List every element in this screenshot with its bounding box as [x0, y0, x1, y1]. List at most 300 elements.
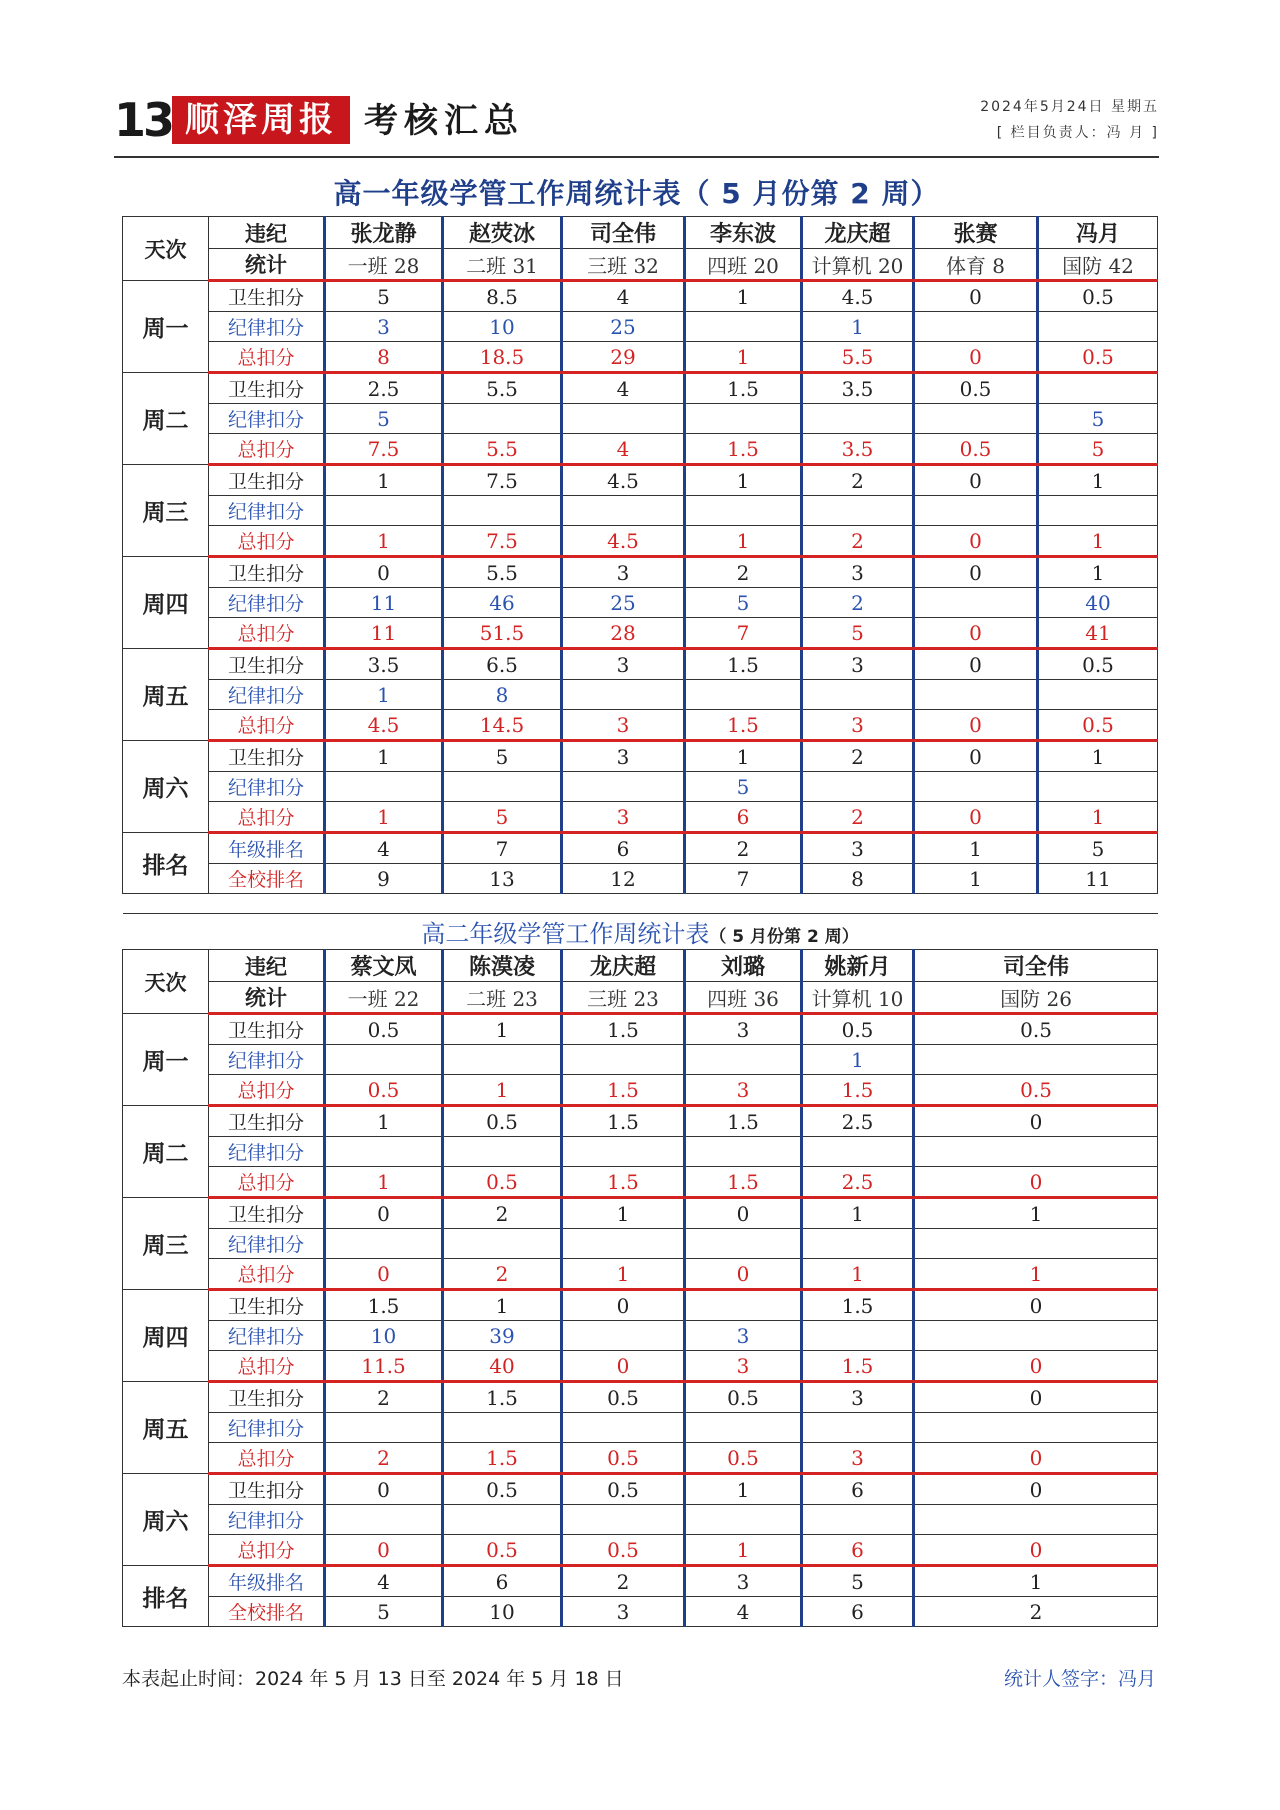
- rank-cell: 3: [562, 1597, 685, 1627]
- table-cell: 0: [685, 1259, 802, 1290]
- table-cell: 1.5: [562, 1014, 685, 1045]
- table-cell: 1: [1038, 465, 1158, 496]
- day-label: 周三: [123, 465, 209, 557]
- row-label: 总扣分: [209, 1075, 325, 1106]
- table-cell: 1: [325, 1167, 443, 1198]
- table-cell: [802, 404, 914, 434]
- header-row: [123, 950, 1158, 982]
- row-label: 卫生扣分: [209, 557, 325, 588]
- rank-cell: 4: [325, 833, 443, 864]
- table-row: [123, 680, 1158, 710]
- table-cell: 2: [802, 526, 914, 557]
- table-cell: [443, 1229, 562, 1259]
- table2-title-row: [123, 914, 1158, 950]
- table-cell: 1.5: [685, 1106, 802, 1137]
- table-cell: 5: [325, 281, 443, 312]
- table-cell: 2: [802, 741, 914, 772]
- table-cell: 0.5: [443, 1167, 562, 1198]
- signer: 统计人签字：冯月: [1003, 1668, 1156, 1690]
- table-cell: 1: [1038, 557, 1158, 588]
- column-class: 计算机 10: [802, 982, 914, 1014]
- rank-cell: 2: [562, 1566, 685, 1597]
- table-cell: 1.5: [685, 1167, 802, 1198]
- table2-title: 高二年级学管工作周统计表: [421, 920, 710, 948]
- table-cell: [443, 772, 562, 802]
- column-class: 计算机 20: [802, 249, 914, 281]
- table-row: [123, 618, 1158, 649]
- table-cell: [443, 496, 562, 526]
- header-day: 天次: [123, 217, 209, 281]
- table-row: [123, 557, 1158, 588]
- column-class: 三班 23: [562, 982, 685, 1014]
- rank-cell: 12: [562, 864, 685, 894]
- rank-cell: 6: [443, 1566, 562, 1597]
- table-row: [123, 465, 1158, 496]
- table-cell: 2: [685, 557, 802, 588]
- table-cell: [914, 404, 1038, 434]
- table-row: [123, 1167, 1158, 1198]
- table-row: [123, 1443, 1158, 1474]
- rank-cell: 5: [1038, 833, 1158, 864]
- table-cell: 6: [802, 1474, 914, 1505]
- table-cell: 3: [562, 741, 685, 772]
- table-cell: 0: [914, 710, 1038, 741]
- table-cell: 5: [1038, 434, 1158, 465]
- row-label: 卫生扣分: [209, 649, 325, 680]
- rank-cell: 11: [1038, 864, 1158, 894]
- table-cell: [1038, 772, 1158, 802]
- table-cell: 0: [325, 1198, 443, 1229]
- table-cell: 4.5: [562, 465, 685, 496]
- table-cell: 3: [325, 312, 443, 342]
- column-editor: [ 栏目负责人：冯 月 ]: [996, 125, 1159, 141]
- table-cell: [685, 404, 802, 434]
- table-cell: 0: [914, 1443, 1158, 1474]
- table-cell: [325, 1413, 443, 1443]
- table-row: [123, 1045, 1158, 1075]
- table-cell: 40: [443, 1351, 562, 1382]
- table-cell: 3: [802, 557, 914, 588]
- row-label: 纪律扣分: [209, 1413, 325, 1443]
- table-cell: 3: [685, 1321, 802, 1351]
- rank-row: [123, 864, 1158, 894]
- page-header: [114, 92, 1159, 152]
- row-label: 卫生扣分: [209, 1382, 325, 1413]
- table-row: [123, 1137, 1158, 1167]
- table-cell: [685, 312, 802, 342]
- table-cell: 1: [325, 802, 443, 833]
- table-cell: 0.5: [443, 1535, 562, 1566]
- row-label: 纪律扣分: [209, 1321, 325, 1351]
- table2-subtitle: （ 5 月份第 2 周）: [709, 927, 859, 947]
- table-cell: 5: [443, 802, 562, 833]
- table-cell: [802, 1413, 914, 1443]
- table-cell: 0.5: [914, 373, 1038, 404]
- table-cell: 8: [325, 342, 443, 373]
- table-row: [123, 404, 1158, 434]
- row-label: 纪律扣分: [209, 680, 325, 710]
- table-cell: 1.5: [802, 1075, 914, 1106]
- rank-cell: 13: [443, 864, 562, 894]
- table-cell: 1.5: [802, 1290, 914, 1321]
- rank-cell: 4: [685, 1597, 802, 1627]
- header-stat: 违纪: [209, 217, 325, 249]
- table-cell: [802, 1505, 914, 1535]
- table-cell: [802, 1321, 914, 1351]
- table-cell: 1.5: [685, 434, 802, 465]
- table-cell: 29: [562, 342, 685, 373]
- table-cell: 0.5: [1038, 281, 1158, 312]
- table-cell: 4.5: [562, 526, 685, 557]
- table-cell: [685, 496, 802, 526]
- table-cell: 1.5: [443, 1382, 562, 1413]
- table-cell: 2: [802, 465, 914, 496]
- rank-cell: 6: [802, 1597, 914, 1627]
- row-label: 总扣分: [209, 618, 325, 649]
- table-cell: 0: [914, 1106, 1158, 1137]
- table-cell: 0: [914, 618, 1038, 649]
- table-cell: 7.5: [443, 526, 562, 557]
- table-cell: 5.5: [802, 342, 914, 373]
- table-cell: 5: [802, 618, 914, 649]
- table-row: [123, 1535, 1158, 1566]
- rank-cell: 5: [325, 1597, 443, 1627]
- table-cell: 0: [914, 649, 1038, 680]
- table-cell: 0: [914, 557, 1038, 588]
- row-label: 卫生扣分: [209, 1290, 325, 1321]
- table-cell: 2.5: [802, 1106, 914, 1137]
- table-cell: [914, 772, 1038, 802]
- table-cell: 5: [443, 741, 562, 772]
- column-name: 张龙静: [325, 217, 443, 249]
- table-cell: 1: [802, 1259, 914, 1290]
- table-cell: [443, 1413, 562, 1443]
- table-cell: [562, 680, 685, 710]
- table-cell: 8.5: [443, 281, 562, 312]
- table-cell: 1.5: [443, 1443, 562, 1474]
- table-cell: [802, 772, 914, 802]
- day-label: 周三: [123, 1198, 209, 1290]
- table-cell: [914, 1045, 1158, 1075]
- table-cell: 1: [914, 1259, 1158, 1290]
- table-cell: 1.5: [562, 1167, 685, 1198]
- column-class: 四班 36: [685, 982, 802, 1014]
- table-row: [123, 312, 1158, 342]
- table-cell: 0: [914, 802, 1038, 833]
- table-cell: 0.5: [802, 1014, 914, 1045]
- table-cell: 0.5: [325, 1075, 443, 1106]
- page-number: 13: [114, 93, 173, 147]
- table-cell: 0: [325, 1259, 443, 1290]
- table-row: [123, 588, 1158, 618]
- table-cell: 3: [685, 1351, 802, 1382]
- table-cell: [685, 1413, 802, 1443]
- table-cell: 4: [562, 281, 685, 312]
- table-cell: [443, 404, 562, 434]
- row-label: 卫生扣分: [209, 1106, 325, 1137]
- table-cell: 0.5: [443, 1474, 562, 1505]
- day-label: 周六: [123, 741, 209, 833]
- table-cell: 7.5: [325, 434, 443, 465]
- rank-row: [123, 1597, 1158, 1627]
- table-cell: 3: [562, 710, 685, 741]
- table-cell: 3.5: [802, 434, 914, 465]
- table-cell: 14.5: [443, 710, 562, 741]
- table-cell: 3: [562, 557, 685, 588]
- column-name: 司全伟: [562, 217, 685, 249]
- table-cell: 4: [562, 434, 685, 465]
- table-row: [123, 1198, 1158, 1229]
- table-cell: 1: [443, 1075, 562, 1106]
- table-cell: 25: [562, 312, 685, 342]
- day-label: 周一: [123, 281, 209, 373]
- column-class: 四班 20: [685, 249, 802, 281]
- table-row: [123, 1106, 1158, 1137]
- table-cell: 0: [914, 1382, 1158, 1413]
- row-label: 总扣分: [209, 1167, 325, 1198]
- table-cell: 0.5: [914, 1075, 1158, 1106]
- table-cell: 0.5: [914, 1014, 1158, 1045]
- table-cell: 0.5: [685, 1443, 802, 1474]
- table-cell: 51.5: [443, 618, 562, 649]
- table-row: [123, 1259, 1158, 1290]
- table-cell: 0.5: [685, 1382, 802, 1413]
- header-stat: 违纪: [209, 950, 325, 982]
- table-cell: 0.5: [562, 1382, 685, 1413]
- table-cell: 5: [325, 404, 443, 434]
- table-cell: 28: [562, 618, 685, 649]
- table-cell: 18.5: [443, 342, 562, 373]
- table-cell: [562, 1505, 685, 1535]
- row-label: 总扣分: [209, 526, 325, 557]
- rank-cell: 1: [914, 833, 1038, 864]
- table1-title: 高一年级学管工作周统计表（ 5 月份第 2 周）: [333, 177, 940, 210]
- rank-cell: 7: [685, 864, 802, 894]
- header-stat: 统计: [209, 249, 325, 281]
- table-cell: [325, 1505, 443, 1535]
- masthead-logo: 顺泽周报: [172, 96, 350, 144]
- table-cell: 0: [325, 557, 443, 588]
- rank-cell: 3: [685, 1566, 802, 1597]
- table-cell: 0: [914, 1474, 1158, 1505]
- table-cell: [562, 1229, 685, 1259]
- table-row: [123, 434, 1158, 465]
- row-label: 纪律扣分: [209, 1045, 325, 1075]
- row-label: 纪律扣分: [209, 588, 325, 618]
- table-cell: 0: [914, 1167, 1158, 1198]
- table-cell: 3: [562, 802, 685, 833]
- table-cell: [443, 1045, 562, 1075]
- table-cell: 5: [685, 772, 802, 802]
- table-cell: [914, 312, 1038, 342]
- issue-date: 2024年5月24日 星期五: [980, 99, 1159, 115]
- table-cell: 1: [802, 312, 914, 342]
- table-cell: 1: [685, 1535, 802, 1566]
- rank-cell: 9: [325, 864, 443, 894]
- table-cell: 3: [685, 1075, 802, 1106]
- table-row: [123, 496, 1158, 526]
- table-cell: [802, 1137, 914, 1167]
- day-label: 周四: [123, 557, 209, 649]
- table-cell: 1: [325, 465, 443, 496]
- row-label: 总扣分: [209, 342, 325, 373]
- table-cell: 1: [914, 1198, 1158, 1229]
- table-row: [123, 281, 1158, 312]
- table-cell: [1038, 312, 1158, 342]
- column-name: 龙庆超: [802, 217, 914, 249]
- table-row: [123, 1413, 1158, 1443]
- header-row: [123, 217, 1158, 249]
- table-cell: 1.5: [685, 649, 802, 680]
- rank-cell: 2: [685, 833, 802, 864]
- table-cell: [914, 1321, 1158, 1351]
- rank-row: [123, 833, 1158, 864]
- table-cell: 2: [443, 1259, 562, 1290]
- rank-cell: 2: [914, 1597, 1158, 1627]
- table-cell: 1: [325, 680, 443, 710]
- rank-cell: 1: [914, 864, 1038, 894]
- header-day: 天次: [123, 950, 209, 1014]
- table-cell: 8: [443, 680, 562, 710]
- table-cell: 10: [325, 1321, 443, 1351]
- table-cell: 5.5: [443, 434, 562, 465]
- row-label: 纪律扣分: [209, 1137, 325, 1167]
- row-label: 总扣分: [209, 1443, 325, 1474]
- table-cell: 0.5: [1038, 649, 1158, 680]
- table-cell: 2: [802, 802, 914, 833]
- table-cell: [914, 1505, 1158, 1535]
- table-cell: 0.5: [562, 1443, 685, 1474]
- table-cell: 3: [802, 1382, 914, 1413]
- table-cell: 1: [685, 526, 802, 557]
- table-row: [123, 1014, 1158, 1045]
- table-row: [123, 1321, 1158, 1351]
- table-cell: 4: [562, 373, 685, 404]
- section-title: 考核汇总: [364, 101, 524, 141]
- table-cell: [914, 588, 1038, 618]
- row-label: 卫生扣分: [209, 373, 325, 404]
- table-cell: 1: [325, 526, 443, 557]
- table-cell: 2: [802, 588, 914, 618]
- table-cell: 0: [562, 1290, 685, 1321]
- table-cell: 2.5: [325, 373, 443, 404]
- column-name: 姚新月: [802, 950, 914, 982]
- row-label: 卫生扣分: [209, 1014, 325, 1045]
- day-label: 周一: [123, 1014, 209, 1106]
- table-cell: 0: [914, 281, 1038, 312]
- table-cell: 5.5: [443, 557, 562, 588]
- table-cell: 1: [685, 342, 802, 373]
- table-cell: 11.5: [325, 1351, 443, 1382]
- table-cell: [562, 496, 685, 526]
- table-cell: [802, 1229, 914, 1259]
- table-cell: 0.5: [443, 1106, 562, 1137]
- rank-row-label: 年级排名: [209, 1566, 325, 1597]
- table-row: [123, 710, 1158, 741]
- header-divider: [114, 156, 1159, 158]
- table-cell: 1.5: [562, 1075, 685, 1106]
- table-cell: 4.5: [802, 281, 914, 312]
- header-stat: 统计: [209, 982, 325, 1014]
- rank-cell: 8: [802, 864, 914, 894]
- table-cell: 1: [325, 1106, 443, 1137]
- table-cell: 2: [325, 1443, 443, 1474]
- table-cell: 3.5: [802, 373, 914, 404]
- column-class: 国防 42: [1038, 249, 1158, 281]
- table-row: [123, 1290, 1158, 1321]
- table-cell: 1: [1038, 741, 1158, 772]
- day-label: 周六: [123, 1474, 209, 1566]
- table-cell: 3: [802, 1443, 914, 1474]
- table-cell: 3: [685, 1014, 802, 1045]
- table-row: [123, 1075, 1158, 1106]
- table-cell: 0: [914, 1535, 1158, 1566]
- table-cell: [802, 496, 914, 526]
- table-cell: 1: [685, 281, 802, 312]
- row-label: 卫生扣分: [209, 1198, 325, 1229]
- row-label: 总扣分: [209, 1535, 325, 1566]
- table-row: [123, 772, 1158, 802]
- rank-cell: 5: [802, 1566, 914, 1597]
- table-cell: 1.5: [562, 1106, 685, 1137]
- rank-cell: 6: [562, 833, 685, 864]
- table-cell: 0.5: [1038, 710, 1158, 741]
- table-cell: 0: [914, 741, 1038, 772]
- row-label: 卫生扣分: [209, 1474, 325, 1505]
- row-label: 纪律扣分: [209, 1505, 325, 1535]
- table-cell: 1: [562, 1198, 685, 1229]
- table-cell: 41: [1038, 618, 1158, 649]
- table-cell: 6.5: [443, 649, 562, 680]
- column-name: 刘璐: [685, 950, 802, 982]
- grade2-stats-table: [122, 913, 1158, 1627]
- table-cell: [562, 1321, 685, 1351]
- table-cell: [914, 1229, 1158, 1259]
- table-cell: [685, 1045, 802, 1075]
- table-cell: 2: [443, 1198, 562, 1229]
- rank-cell: 4: [325, 1566, 443, 1597]
- table-cell: [914, 1413, 1158, 1443]
- table-row: [123, 1505, 1158, 1535]
- table-cell: [325, 496, 443, 526]
- table-cell: 4.5: [325, 710, 443, 741]
- day-label: 周五: [123, 1382, 209, 1474]
- rank-cell: 10: [443, 1597, 562, 1627]
- table-cell: 1: [685, 1474, 802, 1505]
- table-row: [123, 802, 1158, 833]
- rank-row-label: 全校排名: [209, 1597, 325, 1627]
- table-cell: 1.5: [685, 710, 802, 741]
- table-cell: 5: [685, 588, 802, 618]
- table-cell: 0.5: [562, 1474, 685, 1505]
- table-cell: [562, 1045, 685, 1075]
- table-cell: 5.5: [443, 373, 562, 404]
- report-period: 本表起止时间：2024 年 5 月 13 日至 2024 年 5 月 18 日: [122, 1668, 624, 1690]
- table-cell: 5: [1038, 404, 1158, 434]
- table-cell: 1: [562, 1259, 685, 1290]
- table-cell: 0: [325, 1535, 443, 1566]
- column-name: 冯月: [1038, 217, 1158, 249]
- column-class: 二班 31: [443, 249, 562, 281]
- rank-cell: 7: [443, 833, 562, 864]
- table-cell: 3: [802, 710, 914, 741]
- table-cell: 0.5: [1038, 342, 1158, 373]
- table-row: [123, 1382, 1158, 1413]
- table-cell: [562, 1137, 685, 1167]
- table-cell: [562, 1413, 685, 1443]
- day-label: 周四: [123, 1290, 209, 1382]
- table-cell: 40: [1038, 588, 1158, 618]
